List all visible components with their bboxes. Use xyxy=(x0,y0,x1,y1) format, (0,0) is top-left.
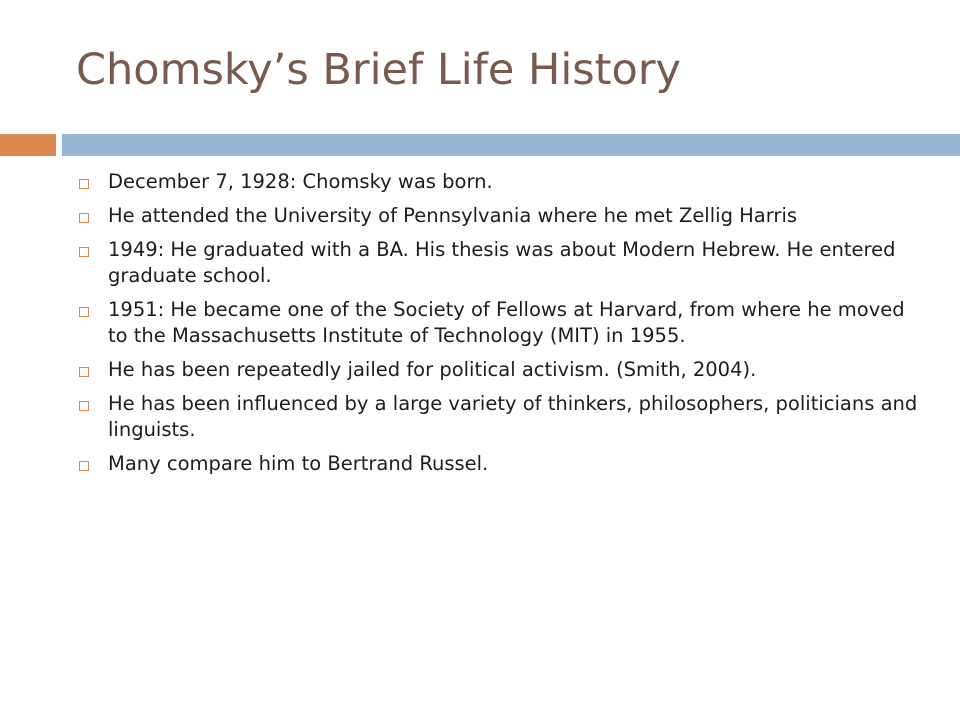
bullet-text: 1949: He graduated with a BA. His thesis was about Modern Hebrew. He entered graduate school. xyxy=(108,238,896,287)
bullet-item xyxy=(76,237,926,289)
square-bullet-icon xyxy=(79,179,89,189)
bullet-item xyxy=(76,357,926,383)
square-bullet-icon xyxy=(79,213,89,223)
title-divider-bar xyxy=(62,134,960,156)
bullet-text: He has been repeatedly jailed for political activism. (Smith, 2004). xyxy=(108,358,757,381)
bullet-item xyxy=(76,297,926,349)
square-bullet-icon xyxy=(79,401,89,411)
bullet-item xyxy=(76,391,926,443)
bullet-item xyxy=(76,451,926,477)
bullet-text: December 7, 1928: Chomsky was born. xyxy=(108,170,493,193)
bullet-item xyxy=(76,203,926,229)
slide-title: Chomsky’s Brief Life History xyxy=(76,45,681,95)
square-bullet-icon xyxy=(79,307,89,317)
bullet-list xyxy=(76,169,926,485)
bullet-text: Many compare him to Bertrand Russel. xyxy=(108,452,489,475)
bullet-item xyxy=(76,169,926,195)
square-bullet-icon xyxy=(79,461,89,471)
square-bullet-icon xyxy=(79,367,89,377)
bullet-text: He attended the University of Pennsylvania where he met Zellig Harris xyxy=(108,204,798,227)
bullet-text: 1951: He became one of the Society of Fellows at Harvard, from where he moved to the Massachusetts Institute of Technology (MIT) in 1955. xyxy=(108,298,905,347)
title-accent-bar xyxy=(0,134,56,156)
bullet-text: He has been influenced by a large variety of thinkers, philosophers, politicians and linguists. xyxy=(108,392,918,441)
square-bullet-icon xyxy=(79,247,89,257)
